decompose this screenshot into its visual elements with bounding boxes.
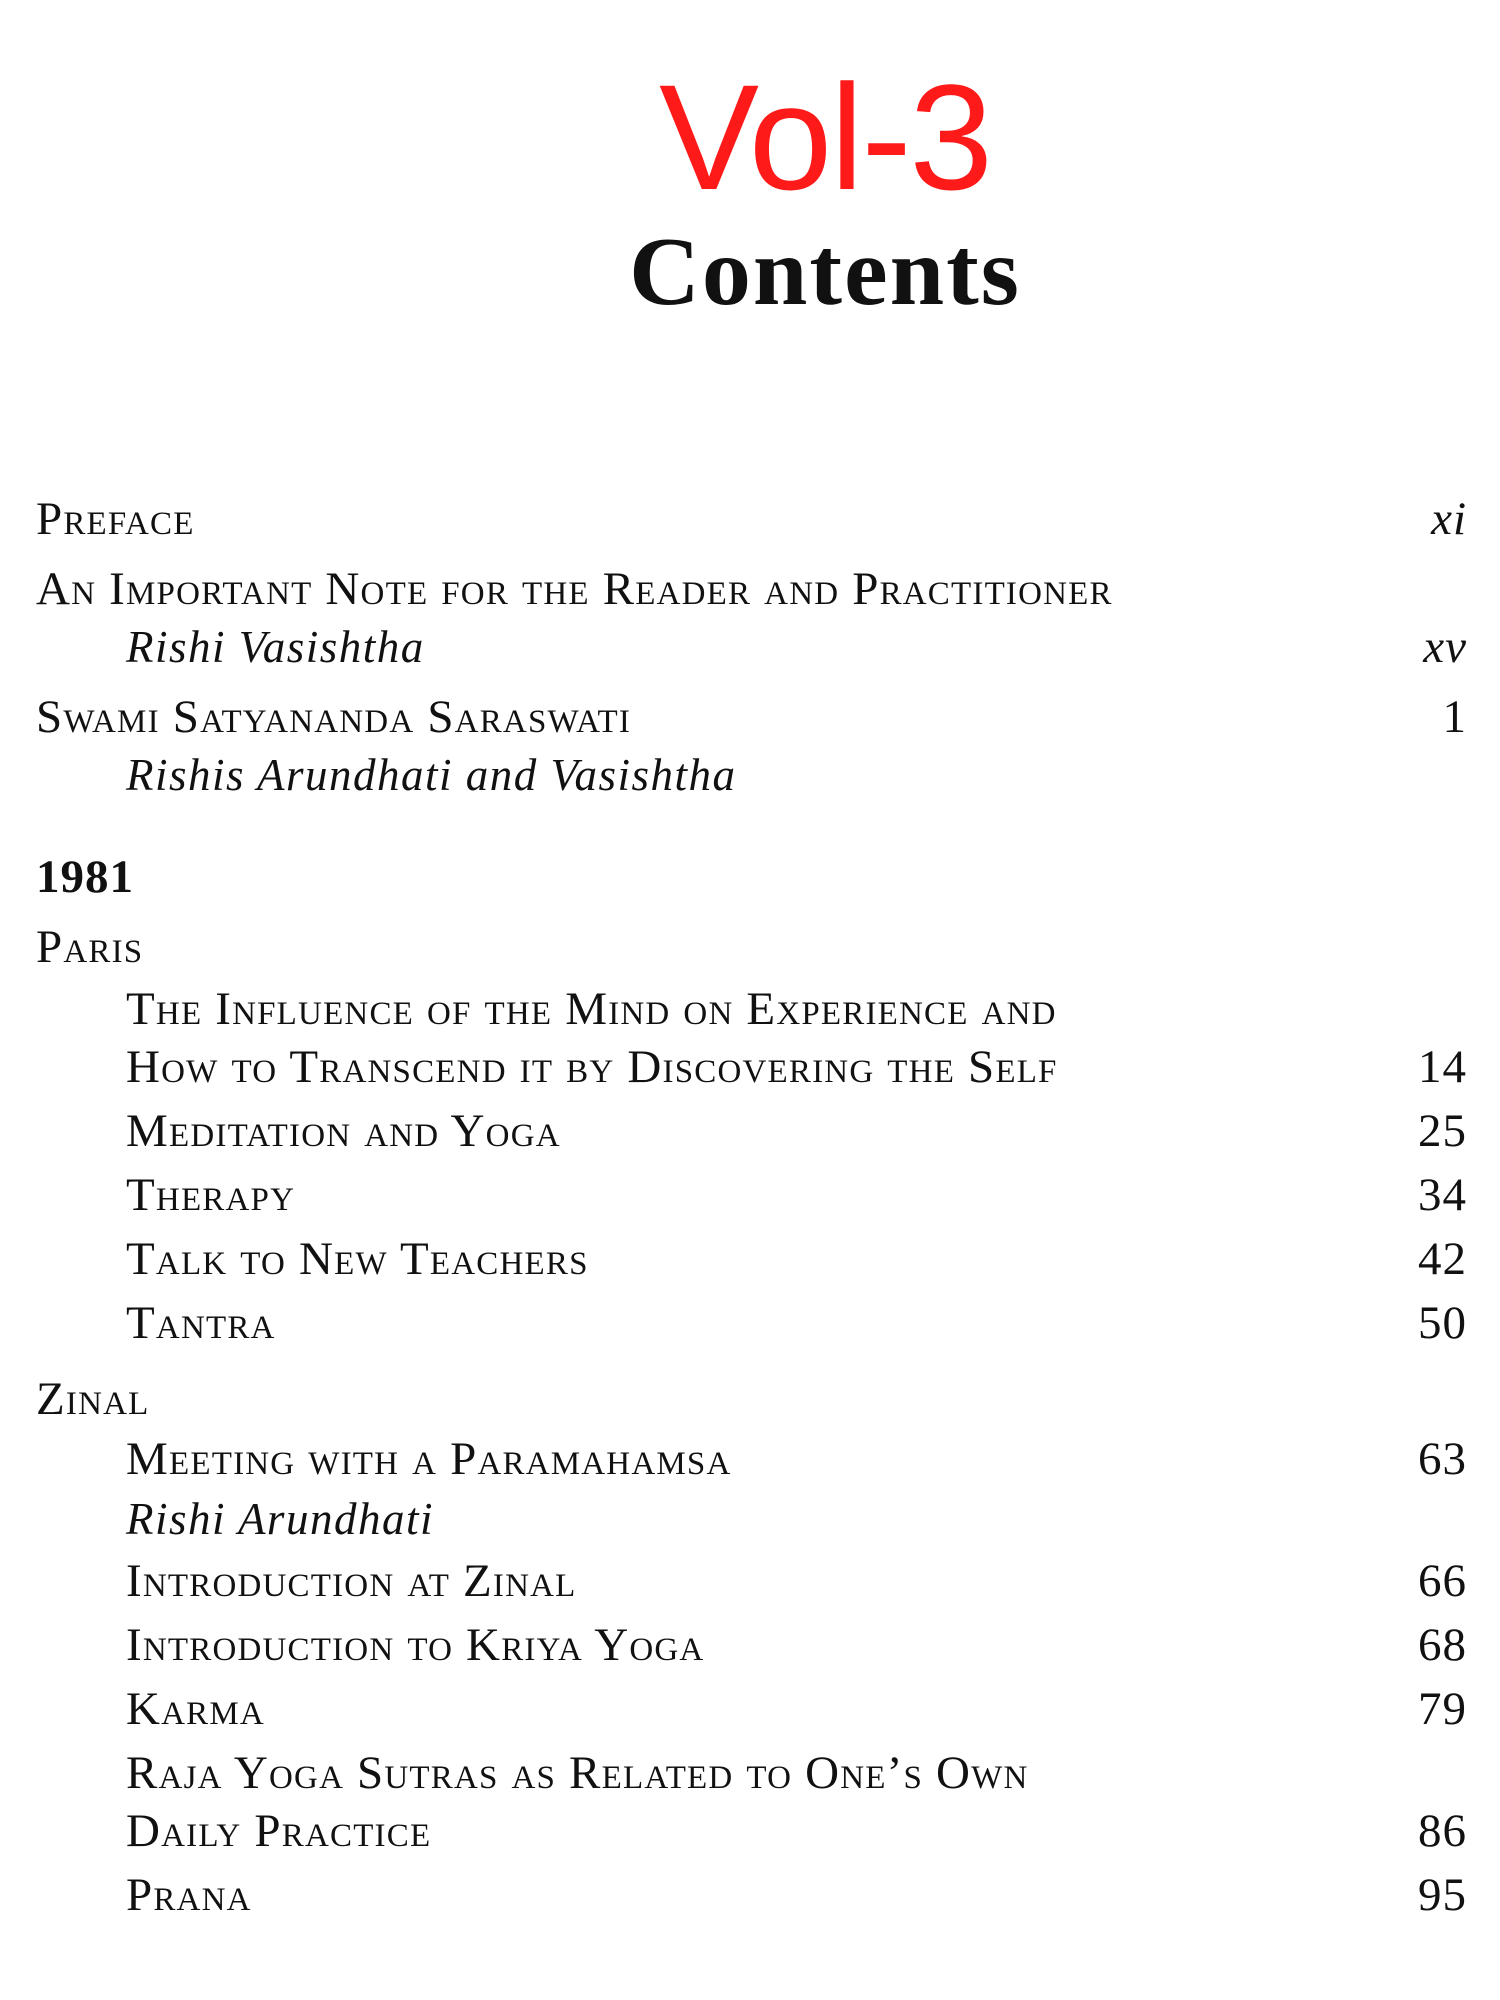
section-heading: Paris [36, 921, 144, 973]
toc-section-zinal [0, 1370, 1500, 1430]
toc-entry-title: Introduction at Zinal [126, 1555, 577, 1607]
toc-entry-karma[interactable] [0, 1680, 1500, 1740]
toc-page-number: 86 [1418, 1805, 1467, 1857]
toc-page-number: 25 [1418, 1105, 1467, 1157]
toc-entry-title: Preface [36, 493, 195, 545]
toc-entry-author: Rishi Arundhati [126, 1494, 434, 1544]
toc-entry-title: The Influence of the Mind on Experience and [126, 983, 1057, 1035]
toc-entry-title: Tantra [126, 1297, 276, 1349]
toc-entry-title: Karma [126, 1683, 265, 1735]
toc-entry-title: How to Transcend it by Discovering the Self [126, 1041, 1058, 1093]
toc-page-number: 79 [1418, 1683, 1467, 1735]
section-heading: Zinal [36, 1373, 150, 1425]
toc-entry-title: Daily Practice [126, 1805, 432, 1857]
toc-section-paris [0, 918, 1500, 978]
toc-entry-title: Meditation and Yoga [126, 1105, 561, 1157]
toc-entry-tantra[interactable] [0, 1294, 1500, 1354]
toc-page-number: 50 [1418, 1297, 1467, 1349]
toc-entry-prana[interactable] [0, 1866, 1500, 1926]
toc-entry-influence-line2[interactable] [0, 1038, 1500, 1098]
toc-entry-preface[interactable] [0, 490, 1500, 550]
page-title: Contents [629, 218, 1021, 326]
toc-page-number: 1 [1442, 691, 1467, 743]
toc-page-number: 63 [1418, 1433, 1467, 1485]
toc-entry-author: Rishis Arundhati and Vasishtha [126, 750, 737, 800]
toc-entry-raja-yoga-line2[interactable] [0, 1802, 1500, 1862]
toc-entry-meeting[interactable] [0, 1430, 1500, 1490]
toc-page-number: 14 [1418, 1041, 1467, 1093]
volume-label: Vol-3 [659, 53, 991, 221]
toc-page-number: 68 [1418, 1619, 1467, 1671]
toc-entry-swami[interactable] [0, 688, 1500, 748]
toc-entry-therapy[interactable] [0, 1166, 1500, 1226]
toc-page-number: 42 [1418, 1233, 1467, 1285]
toc-entry-meditation[interactable] [0, 1102, 1500, 1162]
toc-page-number: 66 [1418, 1555, 1467, 1607]
toc-year-heading [0, 848, 1500, 908]
toc-entry-title: Raja Yoga Sutras as Related to One’s Own [126, 1747, 1029, 1799]
toc-entry-title: Prana [126, 1869, 252, 1921]
toc-page-number: xv [1423, 621, 1467, 673]
toc-page-number: 95 [1418, 1869, 1467, 1921]
toc-page-number: 34 [1418, 1169, 1467, 1221]
toc-entry-author: Rishi Vasishtha [126, 622, 425, 672]
year-label: 1981 [36, 851, 134, 903]
toc-entry-talk-to-new-teachers[interactable] [0, 1230, 1500, 1290]
toc-entry-title: Talk to New Teachers [126, 1233, 589, 1285]
toc-entry-title: Introduction to Kriya Yoga [126, 1619, 705, 1671]
toc-page-number: xi [1431, 493, 1467, 545]
toc-entry-raja-yoga-line1[interactable] [0, 1744, 1500, 1804]
toc-entry-kriya-yoga[interactable] [0, 1616, 1500, 1676]
toc-entry-title: Meeting with a Paramahamsa [126, 1433, 732, 1485]
toc-entry-note-author-row [0, 618, 1500, 678]
toc-entry-meeting-author-row [0, 1490, 1500, 1550]
toc-entry-title: Therapy [126, 1169, 296, 1221]
toc-entry-title: An Important Note for the Reader and Practitioner [36, 563, 1113, 615]
toc-entry-influence-line1[interactable] [0, 980, 1500, 1040]
toc-entry-swami-author-row [0, 746, 1500, 806]
toc-entry-title: Swami Satyananda Saraswati [36, 691, 632, 743]
toc-entry-note[interactable] [0, 560, 1500, 620]
toc-entry-introduction-at-zinal[interactable] [0, 1552, 1500, 1612]
